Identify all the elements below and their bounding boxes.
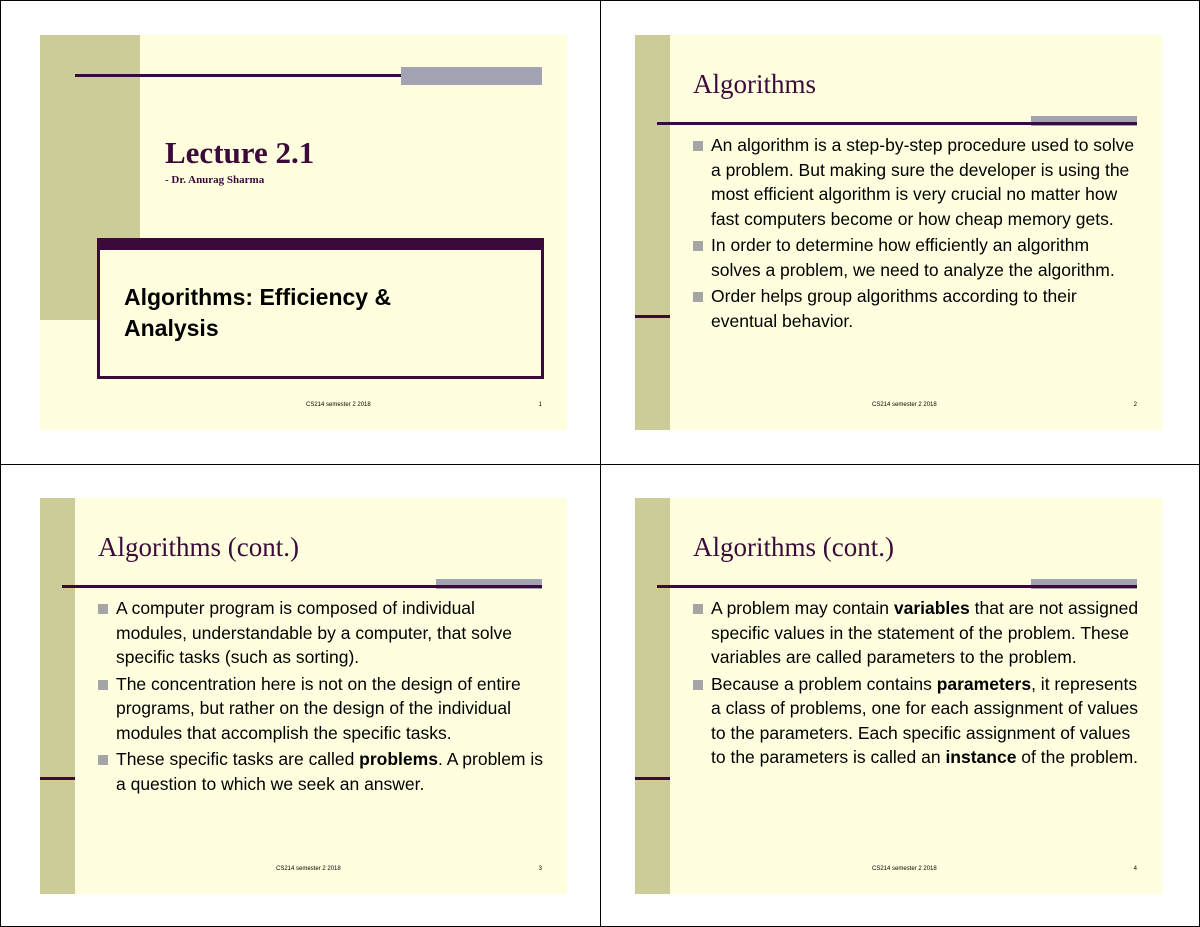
slide-1 [40, 35, 567, 430]
list-item [98, 672, 548, 746]
bullet-bold: problems [359, 749, 438, 769]
slide-footer: CS214 semester 2 2018 [872, 402, 937, 408]
bullet-icon [693, 141, 703, 151]
title-rule [657, 122, 1137, 125]
slide-subtitle: - Dr. Anurag Sharma [165, 174, 265, 186]
slide-footer: CS214 semester 2 2018 [872, 866, 937, 872]
bullet-text: The concentration here is not on the design of entire programs, but rather on the design of the individual modules that accomplish the specific tasks. [116, 673, 521, 743]
bullet-text-pre: These specific tasks are called [116, 749, 360, 769]
box-line: Analysis [124, 315, 219, 341]
page-number: 3 [538, 866, 542, 872]
bullet-bold: variables [893, 598, 970, 618]
slide-3 [40, 498, 567, 894]
list-item [693, 596, 1143, 670]
bullet-icon [693, 292, 703, 302]
slide-sidebar [635, 498, 670, 894]
list-item [693, 284, 1143, 333]
bullet-text-pre: A problem may contain [711, 598, 894, 618]
list-item [693, 672, 1143, 770]
bullet-icon [98, 755, 108, 765]
bullet-text-pre: Because a problem contains [711, 673, 937, 694]
title-box [97, 238, 544, 379]
side-mark [40, 777, 75, 780]
bullet-text-mid: , it represents a class of problems, one for each assignment of values to the parameters. Each specific assignment of values to the parameters is called an [711, 673, 1139, 767]
slide-2 [635, 35, 1162, 430]
title-rule [657, 585, 1137, 588]
page-cell-4 [600, 464, 1200, 927]
bullet-list [98, 596, 548, 798]
list-item [98, 596, 548, 670]
box-text [124, 282, 391, 344]
bullet-list [693, 596, 1143, 772]
slide-footer: CS214 semester 2 2018 [276, 866, 341, 872]
slide-4 [635, 498, 1162, 894]
page-number: 4 [1133, 866, 1137, 872]
slide-sidebar [40, 498, 75, 894]
accent-bar [401, 67, 542, 85]
bullet-icon [98, 680, 108, 690]
bullet-text: In order to determine how efficiently an algorithm solves a problem, we need to analyze the algorithm. [711, 235, 1115, 280]
bullet-text: An algorithm is a step-by-step procedure used to solve a problem. But making sure the developer is using the most efficient algorithm is very crucial no matter how fast computers become or how cheap memory gets. [711, 135, 1135, 229]
slide-footer: CS214 semester 2 2018 [306, 402, 371, 408]
slide-title: Lecture 2.1 [165, 135, 315, 170]
slide-title: Algorithms (cont.) [693, 532, 894, 562]
bullet-text-post: . A problem is a question to which we seek an answer. [116, 749, 544, 794]
slide-sidebar [635, 35, 670, 430]
page-cell-3 [0, 464, 601, 927]
bullet-list [693, 133, 1143, 335]
box-line: Algorithms: Efficiency & [124, 284, 392, 310]
list-item [693, 133, 1143, 231]
bullet-bold: instance [945, 747, 1017, 767]
page-cell-1 [0, 0, 601, 465]
side-mark [635, 315, 670, 318]
bullet-text: A computer program is composed of individual modules, understandable by a computer, that solve specific tasks (such as sorting). [116, 598, 512, 667]
list-item [98, 747, 548, 796]
side-mark [635, 777, 670, 780]
title-rule [62, 585, 542, 588]
bullet-icon [693, 680, 703, 690]
bullet-icon [693, 241, 703, 251]
slide-title: Algorithms [693, 69, 817, 99]
page-number: 2 [1133, 402, 1137, 408]
bullet-text-post: of the problem. [1016, 747, 1139, 767]
page-cell-2 [600, 0, 1200, 465]
bullet-icon [98, 604, 108, 614]
bullet-text: Order helps group algorithms according to their eventual behavior. [711, 286, 1077, 331]
bullet-text-post: that are not assigned specific values in the statement of the problem. These variables are called parameters to the problem. [711, 598, 1139, 667]
slide-title: Algorithms (cont.) [98, 532, 299, 562]
list-item [693, 233, 1143, 282]
bullet-bold: parameters [936, 673, 1032, 694]
page-number: 1 [538, 402, 542, 408]
bullet-icon [693, 604, 703, 614]
